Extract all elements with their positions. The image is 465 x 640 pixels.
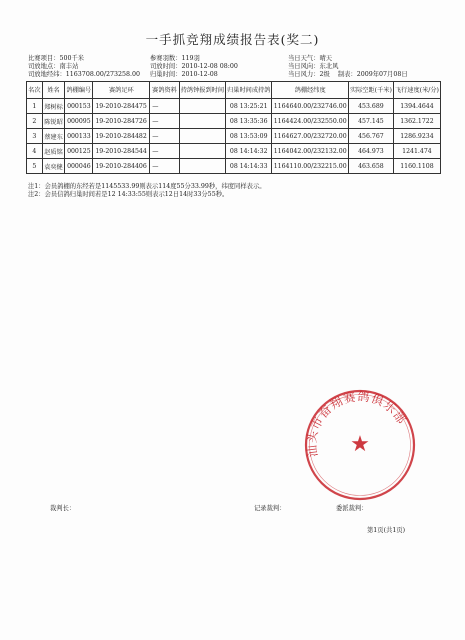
cell-loft-coords: 1164627.00/232720.00 xyxy=(272,129,349,144)
note-2: 注2：会员信鸽归巢时间若是12 14:33:55则表示12日14时33分55秒。 xyxy=(28,191,229,198)
header-distance: 实际空距(千米) xyxy=(348,82,393,99)
club-seal-stamp xyxy=(300,385,420,505)
cell-loft-coords: 1164640.00/232746.00 xyxy=(272,99,349,114)
referee-label: 裁判长： xyxy=(50,505,76,512)
meta-event: 比赛项目：500千米 xyxy=(28,55,85,62)
cell-pigeon-info: — xyxy=(150,114,179,129)
cell-ring: 19-2010-284475 xyxy=(93,99,150,114)
cell-speed: 1286.9234 xyxy=(393,129,440,144)
cell-return-time: 08 14:14:33 xyxy=(226,159,272,174)
cell-rank: 5 xyxy=(27,159,43,174)
cell-loft-coords: 1164042.00/232132.00 xyxy=(272,144,349,159)
meta-wind-direction: 当日风向：东北风 xyxy=(288,63,339,70)
meta-weather: 当日天气：晴天 xyxy=(288,55,333,62)
cell-distance: 456.767 xyxy=(348,129,393,144)
cell-speed: 1241.474 xyxy=(393,144,440,159)
header-return-time: 归巢时间成持鸽 xyxy=(226,82,272,99)
header-loft-no: 鸽棚编号 xyxy=(65,82,93,99)
table-row xyxy=(27,129,441,144)
table-row xyxy=(27,159,441,174)
cell-loft-coords: 1164110.00/232215.00 xyxy=(272,159,349,174)
cell-loft-coords: 1164424.00/232550.00 xyxy=(272,114,349,129)
header-name: 姓名 xyxy=(42,82,65,99)
cell-ring: 19-2010-284406 xyxy=(93,159,150,174)
table-row xyxy=(27,144,441,159)
cell-loft-no: 000095 xyxy=(65,114,93,129)
cell-ring: 19-2010-284544 xyxy=(93,144,150,159)
cell-rank: 3 xyxy=(27,129,43,144)
cell-speed: 1362.1722 xyxy=(393,114,440,129)
cell-loft-no: 000125 xyxy=(65,144,93,159)
header-pigeon-info: 赛鸽资料 xyxy=(150,82,179,99)
meta-return-time: 归巢时间：2010-12-08 xyxy=(150,71,218,78)
cell-clock-time xyxy=(179,99,225,114)
header-loft-coords: 鸽棚经纬度 xyxy=(272,82,349,99)
cell-clock-time xyxy=(179,144,225,159)
table-row xyxy=(27,99,441,114)
cell-rank: 2 xyxy=(27,114,43,129)
cell-distance: 463.658 xyxy=(348,159,393,174)
meta-column-3 xyxy=(288,55,408,79)
cell-speed: 1394.4644 xyxy=(393,99,440,114)
meta-produced-date: 制表：2009年07月08日 xyxy=(337,71,408,78)
svg-text:汕头市奋翔赛鸽俱乐部: 汕头市奋翔赛鸽俱乐部 xyxy=(304,389,410,458)
recorder-label: 记录裁判： xyxy=(254,505,286,512)
meta-entries: 参赛羽数：119羽 xyxy=(150,55,200,62)
delegate-label: 委派裁判： xyxy=(336,505,368,512)
cell-loft-no: 000046 xyxy=(65,159,93,174)
svg-text:★: ★ xyxy=(350,432,370,457)
cell-return-time: 08 13:53:09 xyxy=(226,129,272,144)
results-table xyxy=(26,81,441,174)
page-number: 第1页(共1页) xyxy=(367,527,406,534)
notes xyxy=(28,183,266,199)
cell-clock-time xyxy=(179,129,225,144)
cell-loft-no: 000133 xyxy=(65,129,93,144)
table-header-row xyxy=(27,82,441,99)
meta-release-coords: 司放地经纬：1163708.00/273258.00 xyxy=(28,71,141,78)
note-1: 注1：会员鸽棚的东经若是1145533.99则表示114度55分33.99秒，纬度同样表示。 xyxy=(28,183,266,190)
meta-column-2 xyxy=(150,55,238,79)
cell-name: 郑树标 xyxy=(42,99,65,114)
header-speed: 飞行速度(米/分) xyxy=(393,82,440,99)
header-rank: 名次 xyxy=(27,82,43,99)
table-row xyxy=(27,114,441,129)
cell-loft-no: 000153 xyxy=(65,99,93,114)
cell-distance: 457.145 xyxy=(348,114,393,129)
cell-distance: 453.689 xyxy=(348,99,393,114)
cell-pigeon-info: — xyxy=(150,144,179,159)
cell-pigeon-info: — xyxy=(150,99,179,114)
cell-clock-time xyxy=(179,114,225,129)
header-ring: 赛鸽足环 xyxy=(93,82,150,99)
meta-column-1 xyxy=(28,55,140,79)
meta-release-site: 司放地点：南丰站 xyxy=(28,63,79,70)
cell-name: 赵质铭 xyxy=(42,144,65,159)
cell-name: 袁奕健 xyxy=(42,159,65,174)
cell-speed: 1160.1108 xyxy=(393,159,440,174)
cell-pigeon-info: — xyxy=(150,159,179,174)
cell-name: 蔡建东 xyxy=(42,129,65,144)
cell-distance: 464.973 xyxy=(348,144,393,159)
header-clock-time: 持鸽钟报到时间 xyxy=(179,82,225,99)
cell-return-time: 08 13:35:36 xyxy=(226,114,272,129)
meta-release-time: 司放时间：2010-12-08 08:00 xyxy=(150,63,238,70)
cell-return-time: 08 13:25:21 xyxy=(226,99,272,114)
cell-rank: 4 xyxy=(27,144,43,159)
cell-ring: 19-2010-284726 xyxy=(93,114,150,129)
meta-wind-force: 当日风力：2级 制表：2009年07月08日 xyxy=(288,71,408,78)
cell-clock-time xyxy=(179,159,225,174)
cell-pigeon-info: — xyxy=(150,129,179,144)
cell-name: 陈锐昭 xyxy=(42,114,65,129)
cell-rank: 1 xyxy=(27,99,43,114)
cell-return-time: 08 14:14:32 xyxy=(226,144,272,159)
report-title: 一手抓竞翔成绩报告表(奖二) xyxy=(145,32,320,47)
cell-ring: 19-2010-284482 xyxy=(93,129,150,144)
